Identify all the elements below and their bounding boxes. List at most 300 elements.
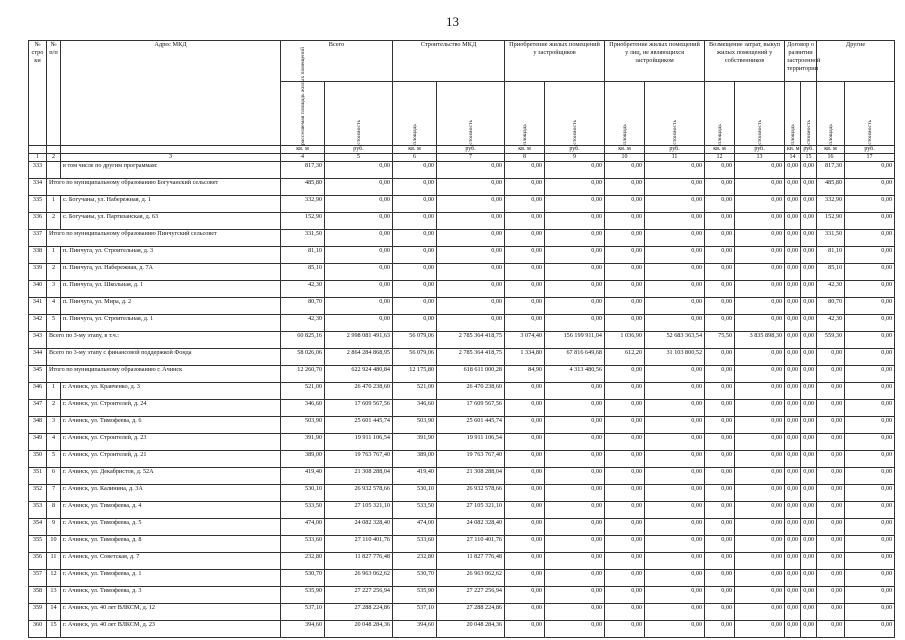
row-value: 0,00	[817, 502, 845, 519]
row-value: 521,00	[281, 383, 325, 400]
row-value: 0,00	[505, 247, 545, 264]
row-value: 0,00	[735, 519, 785, 536]
row-value: 0,00	[325, 213, 393, 230]
header-sub-area-total: расселяемая площадь жилых помещений	[281, 82, 325, 146]
row-item-number: 4	[47, 298, 61, 315]
row-address: Всего по 3-му этапу, в т.ч.:	[47, 332, 281, 349]
row-value: 0,00	[545, 468, 605, 485]
row-value: 394,60	[393, 621, 437, 638]
row-value: 0,00	[505, 417, 545, 434]
header-sub-area: площадь	[605, 82, 645, 146]
row-value: 0,00	[801, 315, 817, 332]
row-value: 0,00	[817, 536, 845, 553]
row-number: 335	[29, 196, 47, 213]
row-value: 0,00	[801, 196, 817, 213]
row-value: 0,00	[785, 468, 801, 485]
table-row	[29, 417, 895, 434]
row-value: 0,00	[801, 230, 817, 247]
row-value: 27 110 401,76	[437, 536, 505, 553]
row-value: 0,00	[505, 281, 545, 298]
row-value: 25 601 445,74	[437, 417, 505, 434]
row-value: 0,00	[437, 247, 505, 264]
row-value: 0,00	[705, 604, 735, 621]
row-value: 11 827 776,48	[325, 553, 393, 570]
row-value: 0,00	[735, 587, 785, 604]
row-value: 0,00	[817, 366, 845, 383]
row-value: 24 082 328,40	[325, 519, 393, 536]
row-value: 0,00	[735, 400, 785, 417]
row-item-number: 4	[47, 434, 61, 451]
row-value: 0,00	[605, 502, 645, 519]
row-number: 355	[29, 536, 47, 553]
row-value: 0,00	[605, 383, 645, 400]
row-value: 0,00	[735, 213, 785, 230]
row-number: 350	[29, 451, 47, 468]
row-value: 0,00	[705, 383, 735, 400]
units-cell: руб.	[437, 146, 505, 154]
table-row	[29, 366, 895, 383]
row-item-number: 9	[47, 519, 61, 536]
row-value: 0,00	[801, 553, 817, 570]
row-value: 533,60	[281, 536, 325, 553]
row-address: г. Ачинск, ул. Тимофеева, д. 8	[61, 536, 281, 553]
row-item-number: 3	[47, 281, 61, 298]
row-value: 0,00	[705, 264, 735, 281]
units-cell: кв. м	[817, 146, 845, 154]
row-address: Итого по муниципальному образованию Богучанский сельсовет	[47, 179, 281, 196]
row-value: 332,90	[281, 196, 325, 213]
row-value: 0,00	[785, 247, 801, 264]
row-value: 0,00	[705, 502, 735, 519]
row-value: 75,50	[705, 332, 735, 349]
header-sub-area: площадь	[505, 82, 545, 146]
row-value: 0,00	[785, 400, 801, 417]
table-row	[29, 196, 895, 213]
row-value: 0,00	[645, 604, 705, 621]
row-value: 0,00	[801, 349, 817, 366]
row-value: 0,00	[817, 587, 845, 604]
row-value: 0,00	[785, 179, 801, 196]
column-number: 7	[437, 154, 505, 162]
row-value: 0,00	[845, 485, 895, 502]
row-value: 0,00	[325, 162, 393, 179]
row-value: 0,00	[605, 587, 645, 604]
row-value: 0,00	[801, 604, 817, 621]
row-value: 0,00	[785, 417, 801, 434]
row-value: 0,00	[705, 196, 735, 213]
row-number: 344	[29, 349, 47, 366]
row-value: 0,00	[817, 604, 845, 621]
row-value: 0,00	[735, 468, 785, 485]
row-value: 0,00	[437, 179, 505, 196]
row-value: 232,80	[281, 553, 325, 570]
row-value: 0,00	[785, 451, 801, 468]
column-number: 1	[29, 154, 47, 162]
row-value: 0,00	[705, 553, 735, 570]
table-row	[29, 400, 895, 417]
row-value: 0,00	[817, 349, 845, 366]
header-sub-cost: стоимость	[645, 82, 705, 146]
row-value: 485,80	[817, 179, 845, 196]
column-number: 15	[801, 154, 817, 162]
units-cell: руб.	[735, 146, 785, 154]
row-value: 0,00	[785, 519, 801, 536]
row-address: г. Ачинск, ул. Тимофеева, д. 4	[61, 502, 281, 519]
units-cell: кв. м	[505, 146, 545, 154]
row-number: 347	[29, 400, 47, 417]
row-value: 0,00	[845, 536, 895, 553]
row-number: 356	[29, 553, 47, 570]
row-value: 0,00	[545, 162, 605, 179]
row-value: 0,00	[845, 468, 895, 485]
row-value: 0,00	[605, 553, 645, 570]
row-value: 0,00	[437, 264, 505, 281]
row-value: 0,00	[505, 196, 545, 213]
row-value: 0,00	[437, 196, 505, 213]
row-value: 0,00	[801, 247, 817, 264]
row-value: 0,00	[605, 230, 645, 247]
row-number: 349	[29, 434, 47, 451]
row-value: 0,00	[645, 553, 705, 570]
row-value: 26 470 238,60	[437, 383, 505, 400]
row-value: 0,00	[545, 417, 605, 434]
row-value: 21 308 288,04	[437, 468, 505, 485]
row-value: 0,00	[505, 264, 545, 281]
table-body	[29, 162, 895, 638]
row-value: 0,00	[845, 315, 895, 332]
row-value: 24 082 328,40	[437, 519, 505, 536]
row-value: 0,00	[645, 366, 705, 383]
row-value: 0,00	[545, 570, 605, 587]
row-item-number: 8	[47, 502, 61, 519]
row-value: 0,00	[785, 332, 801, 349]
column-number: 14	[785, 154, 801, 162]
header-compensation: Возмещение затрат, выкуп жилых помещений у собственников	[705, 41, 785, 82]
table-row	[29, 451, 895, 468]
row-value: 27 105 321,10	[437, 502, 505, 519]
row-value: 232,80	[393, 553, 437, 570]
row-value: 0,00	[735, 485, 785, 502]
table-row	[29, 553, 895, 570]
row-number: 358	[29, 587, 47, 604]
row-value: 156 199 911,04	[545, 332, 605, 349]
column-number: 11	[645, 154, 705, 162]
row-value: 0,00	[785, 502, 801, 519]
column-number: 17	[845, 154, 895, 162]
row-value: 0,00	[645, 179, 705, 196]
row-number: 339	[29, 264, 47, 281]
row-address: г. Ачинск, ул. Строителей, д. 24	[61, 400, 281, 417]
table-header	[29, 41, 895, 162]
row-value: 2 785 364 418,75	[437, 349, 505, 366]
row-value: 0,00	[393, 315, 437, 332]
row-value: 0,00	[645, 570, 705, 587]
row-value: 0,00	[735, 196, 785, 213]
row-number: 342	[29, 315, 47, 332]
row-value: 26 932 578,66	[437, 485, 505, 502]
row-value: 0,00	[735, 553, 785, 570]
header-total: Всего	[281, 41, 393, 82]
row-number: 336	[29, 213, 47, 230]
row-address: г. Ачинск, ул. Тимофеева, д. 1	[61, 570, 281, 587]
row-value: 0,00	[785, 536, 801, 553]
row-value: 0,00	[645, 485, 705, 502]
row-value: 0,00	[645, 417, 705, 434]
row-address: г. Ачинск, ул. Калинина, д. 3А	[61, 485, 281, 502]
table-row	[29, 213, 895, 230]
units-cell: руб.	[325, 146, 393, 154]
row-value: 27 105 321,10	[325, 502, 393, 519]
header-purchase-non-developers: Приобретение жилых помещений у лиц, не являющихся застройщиком	[605, 41, 705, 82]
header-purchase-developers: Приобретение жилых помещений у застройщиков	[505, 41, 605, 82]
row-number: 345	[29, 366, 47, 383]
row-value: 1 036,90	[605, 332, 645, 349]
row-value: 0,00	[801, 485, 817, 502]
row-value: 27 227 256,94	[325, 587, 393, 604]
units-row	[29, 146, 895, 154]
row-value: 0,00	[605, 281, 645, 298]
row-value: 533,60	[393, 536, 437, 553]
row-value: 0,00	[845, 196, 895, 213]
row-value: 0,00	[645, 621, 705, 638]
row-value: 0,00	[845, 179, 895, 196]
row-value: 27 110 401,76	[325, 536, 393, 553]
row-value: 0,00	[545, 502, 605, 519]
row-item-number: 1	[47, 196, 61, 213]
row-value: 0,00	[845, 162, 895, 179]
row-value: 331,50	[817, 230, 845, 247]
row-value: 419,40	[393, 468, 437, 485]
row-value: 0,00	[801, 468, 817, 485]
header-sub-cost: стоимость	[735, 82, 785, 146]
row-value: 530,10	[281, 485, 325, 502]
header-item-number: № п/п	[47, 41, 61, 146]
row-value: 0,00	[801, 519, 817, 536]
header-sub-cost: стоимость	[801, 82, 817, 146]
row-value: 0,00	[705, 621, 735, 638]
row-value: 530,70	[281, 570, 325, 587]
row-value: 52 683 363,54	[645, 332, 705, 349]
row-value: 2 998 081 491,63	[325, 332, 393, 349]
row-value: 0,00	[505, 621, 545, 638]
row-value: 0,00	[735, 383, 785, 400]
row-value: 0,00	[785, 315, 801, 332]
column-number: 3	[61, 154, 281, 162]
row-value: 0,00	[645, 247, 705, 264]
row-value: 3 835 898,30	[735, 332, 785, 349]
table-row	[29, 332, 895, 349]
row-value: 530,70	[393, 570, 437, 587]
row-item-number: 14	[47, 604, 61, 621]
row-address: с. Богучаны, ул. Партизанская, д. 63	[61, 213, 281, 230]
row-value: 0,00	[801, 179, 817, 196]
row-value: 0,00	[785, 162, 801, 179]
row-value: 0,00	[735, 281, 785, 298]
row-value: 817,30	[281, 162, 325, 179]
row-value: 0,00	[645, 451, 705, 468]
row-value: 0,00	[845, 366, 895, 383]
row-value: 0,00	[605, 604, 645, 621]
row-value: 0,00	[505, 587, 545, 604]
row-value: 0,00	[735, 451, 785, 468]
header-sub-cost: стоимость	[545, 82, 605, 146]
row-value: 0,00	[505, 485, 545, 502]
units-cell: кв. м	[605, 146, 645, 154]
row-value: 0,00	[605, 315, 645, 332]
row-value: 0,00	[785, 366, 801, 383]
row-value: 0,00	[605, 434, 645, 451]
row-value: 152,90	[817, 213, 845, 230]
row-value: 56 079,06	[393, 332, 437, 349]
row-value: 0,00	[505, 162, 545, 179]
row-value: 0,00	[705, 179, 735, 196]
row-value: 0,00	[735, 230, 785, 247]
row-value: 0,00	[785, 230, 801, 247]
row-value: 31 103 800,52	[645, 349, 705, 366]
row-value: 332,90	[817, 196, 845, 213]
column-number: 6	[393, 154, 437, 162]
row-value: 0,00	[735, 315, 785, 332]
row-value: 0,00	[605, 196, 645, 213]
units-cell: руб.	[545, 146, 605, 154]
row-value: 0,00	[605, 298, 645, 315]
row-value: 0,00	[645, 434, 705, 451]
row-value: 0,00	[645, 315, 705, 332]
units-cell: кв. м	[705, 146, 735, 154]
row-value: 0,00	[845, 621, 895, 638]
row-value: 0,00	[705, 400, 735, 417]
row-address: г. Ачинск, ул. 40 лет ВЛКСМ, д. 23	[61, 621, 281, 638]
row-value: 0,00	[545, 264, 605, 281]
row-value: 0,00	[393, 196, 437, 213]
row-value: 21 308 288,04	[325, 468, 393, 485]
units-cell: руб.	[645, 146, 705, 154]
row-value: 389,00	[281, 451, 325, 468]
units-cell	[61, 146, 281, 154]
row-value: 0,00	[735, 162, 785, 179]
row-value: 0,00	[705, 468, 735, 485]
row-value: 0,00	[645, 587, 705, 604]
row-value: 0,00	[801, 417, 817, 434]
row-value: 0,00	[545, 451, 605, 468]
row-value: 0,00	[801, 621, 817, 638]
row-value: 0,00	[645, 230, 705, 247]
row-value: 0,00	[605, 247, 645, 264]
row-address: Всего по 3-му этапу с финансовой поддержкой Фонда	[47, 349, 281, 366]
row-value: 0,00	[817, 468, 845, 485]
row-value: 817,30	[817, 162, 845, 179]
row-value: 0,00	[545, 587, 605, 604]
row-value: 0,00	[801, 570, 817, 587]
row-value: 537,10	[281, 604, 325, 621]
row-value: 474,00	[393, 519, 437, 536]
row-address: г. Ачинск, ул. Строителей, д. 21	[61, 451, 281, 468]
row-value: 0,00	[605, 468, 645, 485]
table-row	[29, 315, 895, 332]
row-value: 0,00	[735, 570, 785, 587]
row-value: 2 785 364 418,75	[437, 332, 505, 349]
row-address: с. Богучаны, ул. Набережная, д. 1	[61, 196, 281, 213]
row-value: 535,90	[393, 587, 437, 604]
row-value: 0,00	[545, 179, 605, 196]
units-cell	[29, 146, 47, 154]
row-value: 85,10	[817, 264, 845, 281]
table-row	[29, 281, 895, 298]
row-item-number: 6	[47, 468, 61, 485]
row-item-number: 5	[47, 315, 61, 332]
row-value: 0,00	[845, 230, 895, 247]
row-value: 0,00	[845, 247, 895, 264]
row-value: 0,00	[845, 281, 895, 298]
units-cell: руб.	[801, 146, 817, 154]
header-sub-cost: стоимость	[845, 82, 895, 146]
column-number: 16	[817, 154, 845, 162]
row-address: г. Ачинск, ул. Тимофеева, д. 6	[61, 417, 281, 434]
row-item-number: 15	[47, 621, 61, 638]
row-value: 0,00	[705, 417, 735, 434]
row-number: 338	[29, 247, 47, 264]
column-number: 5	[325, 154, 393, 162]
header-development-agreement: Договор о развитии застроенной территории	[785, 41, 817, 82]
row-number: 346	[29, 383, 47, 400]
row-value: 0,00	[505, 468, 545, 485]
table-row	[29, 230, 895, 247]
row-value: 419,40	[281, 468, 325, 485]
row-value: 0,00	[605, 621, 645, 638]
row-value: 0,00	[505, 213, 545, 230]
row-value: 0,00	[735, 604, 785, 621]
row-value: 0,00	[437, 281, 505, 298]
row-value: 0,00	[545, 230, 605, 247]
row-value: 0,00	[785, 349, 801, 366]
row-item-number: 7	[47, 485, 61, 502]
table-row	[29, 502, 895, 519]
row-value: 346,60	[393, 400, 437, 417]
row-value: 559,30	[817, 332, 845, 349]
row-value: 19 763 767,40	[437, 451, 505, 468]
row-value: 0,00	[325, 247, 393, 264]
row-value: 12 260,70	[281, 366, 325, 383]
row-value: 0,00	[817, 621, 845, 638]
row-item-number: 10	[47, 536, 61, 553]
row-value: 0,00	[437, 315, 505, 332]
row-value: 389,00	[393, 451, 437, 468]
row-value: 0,00	[437, 213, 505, 230]
row-value: 0,00	[785, 485, 801, 502]
row-value: 0,00	[845, 587, 895, 604]
row-value: 612,20	[605, 349, 645, 366]
row-number: 340	[29, 281, 47, 298]
row-value: 0,00	[801, 264, 817, 281]
row-value: 0,00	[735, 502, 785, 519]
row-value: 0,00	[545, 485, 605, 502]
row-value: 0,00	[645, 162, 705, 179]
row-value: 0,00	[505, 383, 545, 400]
row-value: 0,00	[735, 298, 785, 315]
row-value: 0,00	[845, 400, 895, 417]
row-value: 0,00	[845, 383, 895, 400]
row-value: 0,00	[735, 417, 785, 434]
row-value: 0,00	[735, 179, 785, 196]
row-value: 0,00	[785, 383, 801, 400]
row-item-number: 1	[47, 247, 61, 264]
row-value: 85,10	[281, 264, 325, 281]
table-row	[29, 570, 895, 587]
row-value: 0,00	[801, 332, 817, 349]
row-item-number: 13	[47, 587, 61, 604]
row-value: 0,00	[735, 247, 785, 264]
row-value: 0,00	[437, 162, 505, 179]
